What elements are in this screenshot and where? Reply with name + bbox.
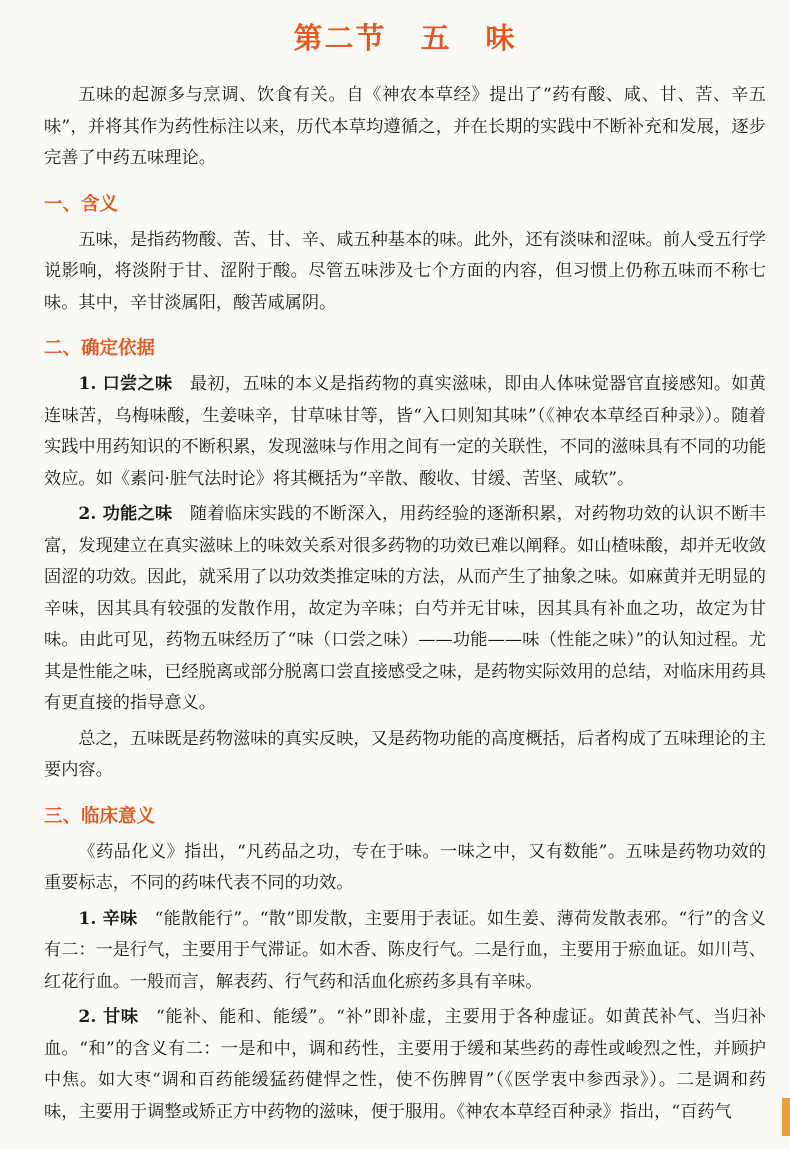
section3-item1-label: 1. 辛味 — [78, 908, 138, 929]
section3-heading: 三、临床意义 — [44, 805, 156, 827]
section1-heading: 一、含义 — [44, 193, 119, 215]
title-part1: 第二节 — [293, 21, 387, 55]
section3-item1-text: “能散能行”。“散”即发散，主要用于表证。如生姜、薄荷发散表邪。“行”的含义有二：一是行气，主要用于气滞证。如木香、陈皮行气。二是行血，主要用于瘀血证。如川芎、红花行血。一般而言，解表药、行气药和活血化瘀药多具有辛味。 — [44, 908, 766, 992]
title-part3: 味 — [485, 21, 517, 55]
section3-item2-text: “能补、能和、能缓”。“补”即补虚，主要用于各种虚证。如黄芪补气、当归补血。“和”的含义有二：一是和中，调和药性，主要用于缓和某些药的毒性或峻烈之性，并顾护中焦。如大枣“调和百药能缓猛药健悍之性，使不伤脾胃”（《医学衷中参西录》）。二是调和药味，主要用于调整或矫正方中药物的滋味，便于服用。《神农本草经百种录》指出，“百药气 — [44, 1007, 766, 1122]
page — [44, 0, 766, 1128]
section2-item2-text: 随着临床实践的不断深入，用药经验的逐渐积累，对药物功效的认识不断丰富，发现建立在真实滋味上的味效关系对很多药物的功效已难以阐释。如山楂味酸，却并无收敛固涩的功效。因此，就采用了以功效类推定味的方法，从而产生了抽象之味。如麻黄并无明显的辛味，因其具有较强的发散作用，故定为辛味；白芍并无甘味，因其具有补血之功，故定为甘味。由此可见，药物五味经历了“味（口尝之味）——功能——味（性能之味）”的认知过程。尤其是性能之味，已经脱离或部分脱离口尝直接感受之味，是药物实际效用的总结，对临床用药具有更直接的指导意义。 — [44, 504, 766, 713]
page-edge-tab — [782, 1098, 790, 1136]
section2-item1 — [44, 369, 766, 495]
section2-item1-label: 1. 口尝之味 — [78, 374, 173, 394]
section3-intro: 《药品化义》指出，“凡药品之功，专在于味。一味之中，又有数能”。五味是药物功效的重要标志，不同的药味代表不同的功效。 — [44, 841, 766, 893]
section3-item2 — [44, 1002, 766, 1128]
section3-item1 — [44, 904, 766, 999]
section2-summary: 总之，五味既是药物滋味的真实反映，又是药物功能的高度概括，后者构成了五味理论的主要内容。 — [44, 728, 766, 780]
section3-item2-label: 2. 甘味 — [78, 1007, 139, 1027]
section2-item2 — [44, 499, 766, 720]
page-title — [44, 18, 766, 58]
section2-item1-text: 最初，五味的本义是指药物的真实滋味，即由人体味觉器官直接感知。如黄连味苦，乌梅味酸，生姜味辛，甘草味甘等，皆“入口则知其味”（《神农本草经百种录》）。随着实践中用药知识的不断积累，发现滋味与作用之间有一定的关联性，不同的滋味具有不同的功能效应。如《素问·脏气法时论》将其概括为“辛散、酸收、甘缓、苦坚、咸软”。 — [44, 374, 766, 489]
section2-item2-label: 2. 功能之味 — [78, 504, 173, 524]
title-part2: 五 — [420, 21, 452, 55]
section1-paragraph: 五味，是指药物酸、苦、甘、辛、咸五种基本的味。此外，还有淡味和涩味。前人受五行学说影响，将淡附于甘、涩附于酸。尽管五味涉及七个方面的内容，但习惯上仍称五味而不称七味。其中，辛甘淡属阳，酸苦咸属阴。 — [44, 229, 766, 313]
intro-paragraph: 五味的起源多与烹调、饮食有关。自《神农本草经》提出了“药有酸、咸、甘、苦、辛五味”，并将其作为药性标注以来，历代本草均遵循之，并在长期的实践中不断补充和发展，逐步完善了中药五味理论。 — [44, 85, 766, 168]
section2-heading: 二、确定依据 — [44, 338, 156, 359]
